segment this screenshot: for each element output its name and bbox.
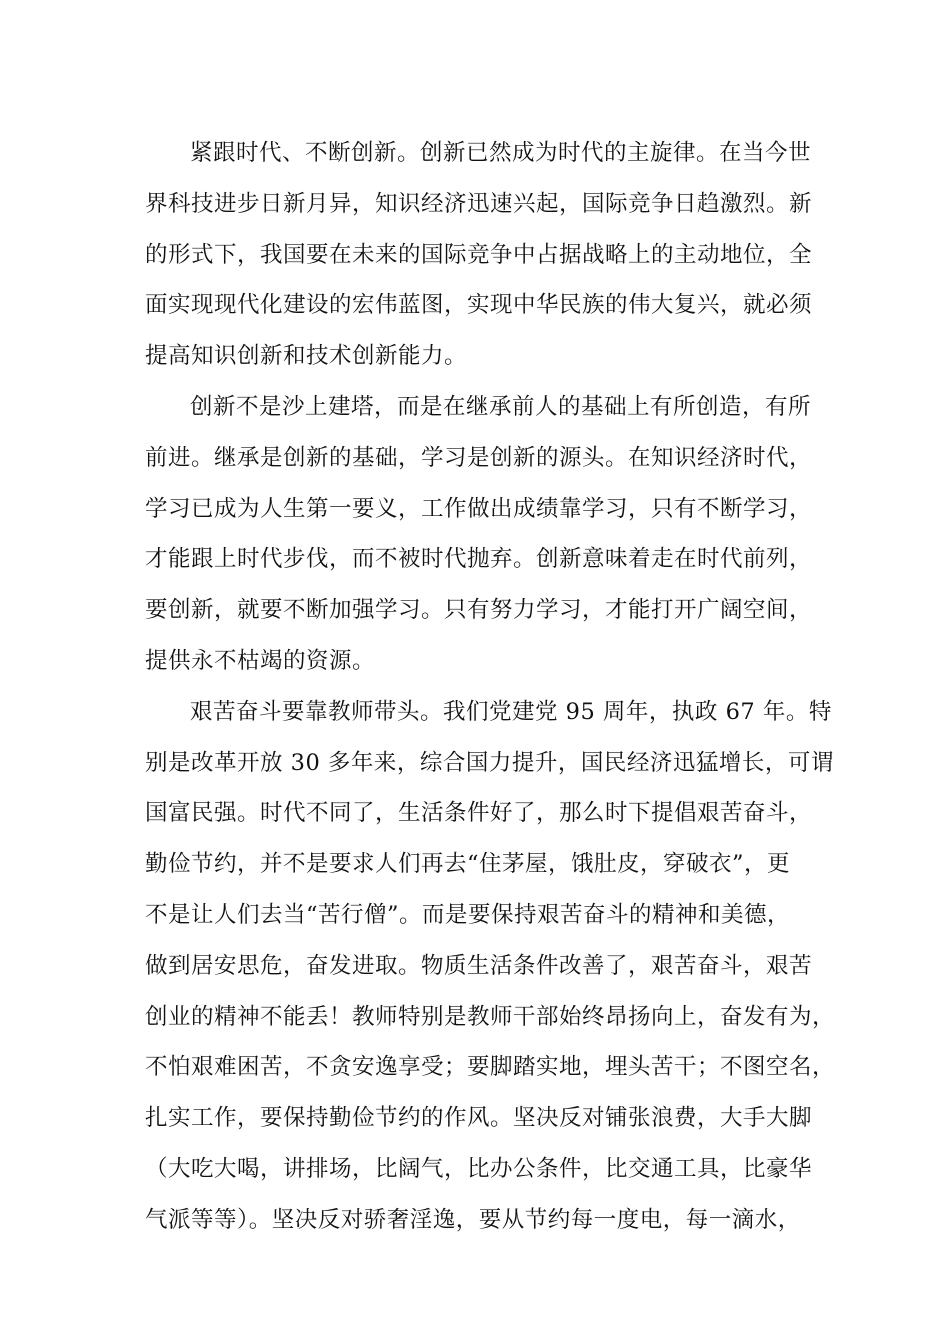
paragraph-hard-work (145, 687, 836, 1246)
text-line: 提高知识创新和技术创新能力。 (145, 343, 468, 370)
text-line: 创新不是沙上建塔，而是在继承前人的基础上有所创造，有所 (190, 393, 812, 420)
text-line: 要创新，就要不断加强学习。只有努力学习，才能打开广阔空间， (145, 597, 813, 624)
paragraph-innovation (145, 128, 813, 382)
text-line: 提供永不枯竭的资源。 (145, 647, 376, 674)
text-line: （大吃大喝，讲排场，比阔气，比办公条件，比交通工具，比豪华 (145, 1155, 813, 1182)
text-line: 界科技进步日新月异，知识经济迅速兴起，国际竞争日趋激烈。新 (145, 190, 813, 217)
paragraph-learning (145, 382, 813, 687)
text-line: 艰苦奋斗要靠教师带头。我们党建党 95 周年，执政 67 年。特 (190, 698, 832, 725)
text-line: 不怕艰难困苦，不贪安逸享受；要脚踏实地，埋头苦干；不图空名， (145, 1054, 836, 1081)
text-line: 前进。继承是创新的基础，学习是创新的源头。在知识经济时代， (145, 444, 813, 471)
text-line: 做到居安思危，奋发进取。物质生活条件改善了，艰苦奋斗，艰苦 (145, 952, 813, 979)
text-line: 扎实工作，要保持勤俭节约的作风。坚决反对铺张浪费，大手大脚 (145, 1105, 813, 1132)
text-line: 才能跟上时代步伐，而不被时代抛弃。创新意味着走在时代前列， (145, 546, 813, 573)
text-line: 的形式下，我国要在未来的国际竞争中占据战略上的主动地位，全 (145, 241, 813, 268)
text-line: 面实现现代化建设的宏伟蓝图，实现中华民族的伟大复兴，就必须 (145, 292, 813, 319)
text-line: 不是让人们去当“苦行僧”。而是要保持艰苦奋斗的精神和美德， (145, 901, 791, 928)
text-line: 勤俭节约，并不是要求人们再去“住茅屋，饿肚皮，穿破衣”，更 (145, 851, 791, 878)
text-line: 气派等等）。坚决反对骄奢淫逸，要从节约每一度电，每一滴水， (145, 1206, 801, 1233)
text-line: 紧跟时代、不断创新。创新已然成为时代的主旋律。在当今世 (190, 140, 812, 166)
text-line: 创业的精神不能丢！教师特别是教师干部始终昂扬向上，奋发有为， (145, 1003, 836, 1030)
text-line: 别是改革开放 30 多年来，综合国力提升，国民经济迅猛增长，可谓 (145, 749, 834, 776)
text-line: 国富民强。时代不同了，生活条件好了，那么时下提倡艰苦奋斗， (145, 800, 813, 827)
text-line: 学习已成为人生第一要义，工作做出成绩靠学习，只有不断学习， (145, 495, 813, 522)
document-body (145, 128, 836, 1246)
